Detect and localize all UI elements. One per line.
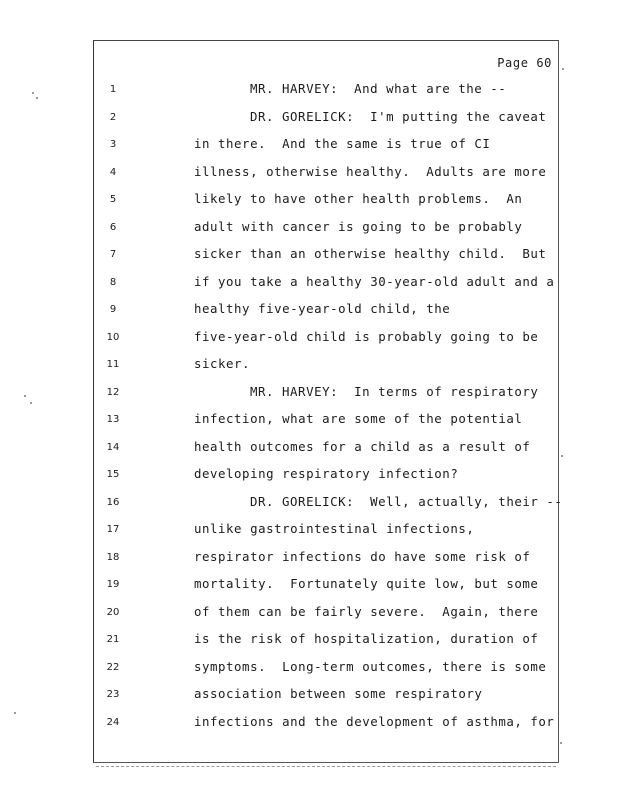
line-number: 19 [106, 579, 120, 590]
page-number: Page 60 [497, 56, 552, 70]
transcript-line: symptoms. Long-term outcomes, there is some [194, 658, 547, 674]
line-number: 23 [106, 689, 120, 700]
line-number: 14 [106, 441, 120, 453]
line-number: 16 [106, 496, 120, 508]
transcript-line: illness, otherwise healthy. Adults are more [194, 163, 547, 179]
transcript-line: health outcomes for a child as a result of [194, 438, 531, 454]
line-number: 24 [106, 716, 120, 728]
transcript-line: healthy five-year-old child, the [194, 301, 451, 316]
scan-noise-line [96, 766, 556, 769]
line-number: 1 [109, 84, 117, 95]
line-number: 7 [109, 249, 117, 260]
line-number: 17 [106, 524, 120, 535]
transcript-line: of them can be fairly severe. Again, there [194, 603, 539, 619]
line-number: 9 [109, 304, 117, 315]
line-number: 4 [109, 166, 117, 178]
scan-speck [14, 712, 16, 714]
transcript-line: if you take a healthy 30-year-old adult and a [194, 273, 555, 289]
page-bottom-rule [93, 762, 559, 763]
transcript-line: five-year-old child is probably going to be [194, 328, 539, 344]
scan-speck [561, 455, 563, 457]
transcript-line: respirator infections do have some risk of [194, 548, 531, 564]
transcript-line: infection, what are some of the potential [194, 411, 523, 426]
line-number: 13 [106, 414, 120, 425]
transcript-line: adult with cancer is going to be probably [194, 218, 523, 234]
transcript-line: in there. And the same is true of CI [194, 136, 491, 151]
line-number: 5 [109, 194, 117, 205]
line-number: 11 [106, 359, 120, 370]
transcript-line: MR. HARVEY: And what are the -- [250, 81, 507, 96]
transcript-line: developing respiratory infection? [194, 466, 459, 481]
transcript-line: DR. GORELICK: I'm putting the caveat [250, 108, 547, 124]
scan-speck [32, 92, 34, 94]
line-number: 3 [109, 139, 117, 150]
scan-speck [562, 68, 564, 70]
transcript-line: association between some respiratory [194, 686, 483, 701]
transcript-line: mortality. Fortunately quite low, but some [194, 576, 539, 591]
line-number: 8 [109, 276, 117, 288]
transcript-line: DR. GORELICK: Well, actually, their -- [250, 493, 563, 509]
line-number: 2 [109, 111, 117, 123]
scan-speck [24, 395, 26, 397]
line-number: 12 [106, 386, 120, 398]
transcript-line: infections and the development of asthma, for [194, 713, 555, 729]
line-number: 22 [106, 661, 120, 673]
line-number: 20 [106, 606, 120, 618]
line-number: 21 [106, 634, 120, 645]
transcript-line: MR. HARVEY: In terms of respiratory [250, 383, 539, 399]
transcript-line: is the risk of hospitalization, duration of [194, 631, 539, 646]
scan-speck [30, 402, 32, 404]
transcript-line: sicker than an otherwise healthy child. But [194, 246, 547, 261]
line-number: 18 [106, 551, 120, 563]
line-number: 6 [109, 221, 117, 233]
line-number: 10 [106, 331, 120, 343]
transcript-line: unlike gastrointestinal infections, [194, 521, 475, 536]
line-number: 15 [106, 469, 120, 480]
transcript-line: likely to have other health problems. An [194, 191, 523, 206]
scan-speck [560, 742, 562, 744]
scan-speck [36, 97, 38, 99]
transcript-line: sicker. [194, 356, 251, 371]
